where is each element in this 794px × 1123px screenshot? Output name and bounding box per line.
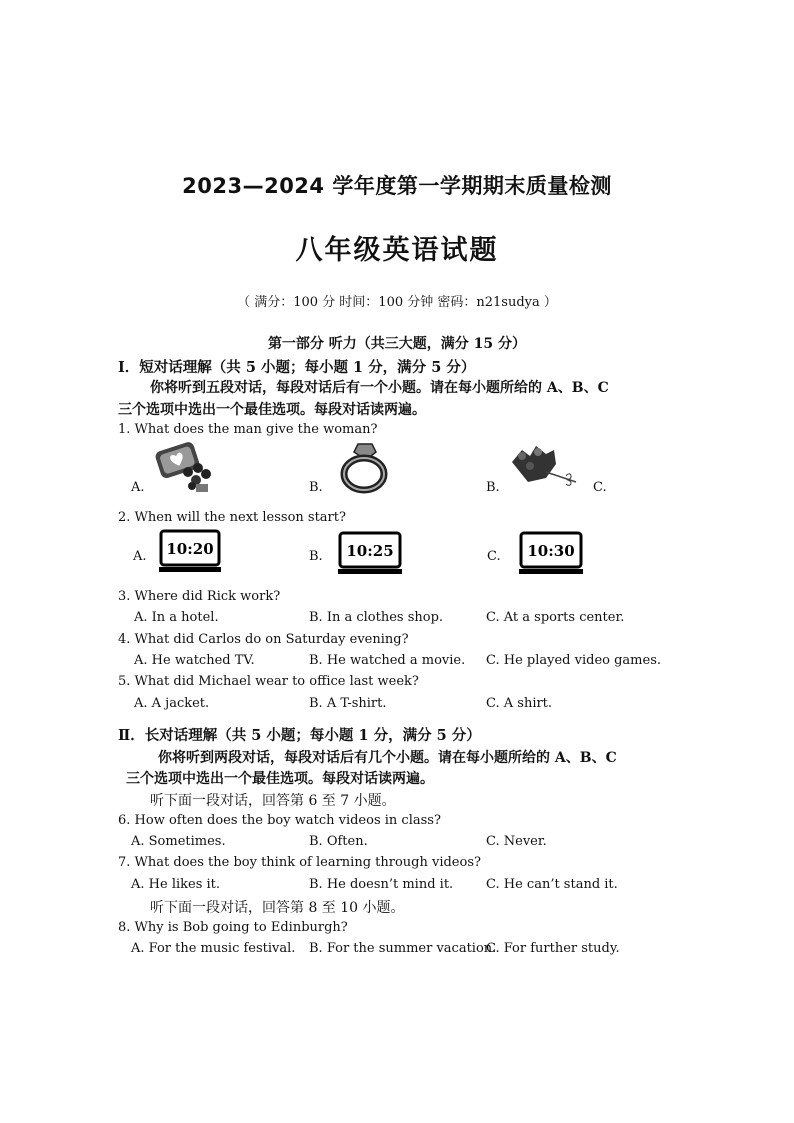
q3-option-b: B. In a clothes shop. bbox=[309, 610, 444, 625]
q8-option-a: A. For the music festival. bbox=[131, 941, 296, 956]
ring-icon bbox=[336, 442, 392, 494]
chocolate-box-icon bbox=[152, 442, 218, 494]
flower-bouquet-icon bbox=[508, 442, 588, 494]
q8-option-c: C. For further study. bbox=[486, 941, 620, 956]
section1-instruction-1: 你将听到五段对话，每段对话后有一个小题。请在每小题所给的 A、B、C bbox=[150, 380, 609, 396]
q4-option-b: B. He watched a movie. bbox=[309, 653, 466, 668]
q5-option-b: B. A T-shirt. bbox=[309, 696, 387, 711]
section2-heading: Ⅱ．长对话理解（共 5 小题；每小题 1 分，满分 5 分） bbox=[118, 727, 481, 744]
q2-option-c: C. bbox=[487, 549, 501, 564]
question-1: 1. What does the man give the woman? bbox=[118, 422, 378, 437]
q2-option-a: A. bbox=[133, 549, 147, 564]
exam-meta: （ 满分：100 分 时间：100 分钟 密码：n21sudya ） bbox=[237, 295, 557, 310]
question-2: 2. When will the next lesson start? bbox=[118, 510, 346, 525]
q1-option-b-repeat: B. bbox=[486, 480, 500, 495]
clock-time-a: 10:20 bbox=[166, 540, 214, 558]
q1-option-c: C. bbox=[593, 480, 607, 495]
q2-option-b: B. bbox=[309, 549, 323, 564]
question-3: 3. Where did Rick work? bbox=[118, 589, 281, 604]
q5-option-c: C. A shirt. bbox=[486, 696, 553, 711]
digital-clock-icon bbox=[338, 531, 402, 575]
section1-instruction-2: 三个选项中选出一个最佳选项。每段对话读两遍。 bbox=[118, 402, 426, 418]
part1-title: 第一部分 听力（共三大题，满分 15 分） bbox=[267, 336, 527, 352]
question-6: 6. How often does the boy watch videos in class? bbox=[118, 813, 441, 828]
exam-title: 2023—2024 学年度第一学期期末质量检测 bbox=[182, 174, 612, 198]
section2-sub-instruction-1: 听下面一段对话，回答第 6 至 7 小题。 bbox=[150, 793, 396, 809]
question-4: 4. What did Carlos do on Saturday evening? bbox=[118, 632, 409, 647]
question-8: 8. Why is Bob going to Edinburgh? bbox=[118, 920, 348, 935]
q5-option-a: A. A jacket. bbox=[134, 696, 210, 711]
q6-option-a: A. Sometimes. bbox=[131, 834, 226, 849]
q7-option-a: A. He likes it. bbox=[131, 877, 221, 892]
exam-subtitle: 八年级英语试题 bbox=[295, 235, 499, 266]
q8-option-b: B. For the summer vacation. bbox=[309, 941, 497, 956]
clock-time-c: 10:30 bbox=[527, 542, 575, 560]
q3-option-a: A. In a hotel. bbox=[134, 610, 219, 625]
q1-option-a: A. bbox=[131, 480, 145, 495]
q7-option-b: B. He doesn’t mind it. bbox=[309, 877, 454, 892]
q3-option-c: C. At a sports center. bbox=[486, 610, 625, 625]
q1-option-b: B. bbox=[309, 480, 323, 495]
digital-clock-icon bbox=[519, 531, 583, 575]
q7-option-c: C. He can’t stand it. bbox=[486, 877, 618, 892]
section1-heading: Ⅰ．短对话理解（共 5 小题；每小题 1 分，满分 5 分） bbox=[118, 359, 476, 376]
q4-option-c: C. He played video games. bbox=[486, 653, 662, 668]
q4-option-a: A. He watched TV. bbox=[134, 653, 255, 668]
q6-option-c: C. Never. bbox=[486, 834, 547, 849]
section2-sub-instruction-2: 听下面一段对话，回答第 8 至 10 小题。 bbox=[150, 900, 405, 916]
section2-instruction-2: 三个选项中选出一个最佳选项。每段对话读两遍。 bbox=[126, 771, 434, 787]
question-7: 7. What does the boy think of learning through videos? bbox=[118, 855, 481, 870]
question-5: 5. What did Michael wear to office last week? bbox=[118, 674, 419, 689]
section2-instruction-1: 你将听到两段对话，每段对话后有几个小题。请在每小题所给的 A、B、C bbox=[158, 750, 617, 766]
q6-option-b: B. Often. bbox=[309, 834, 368, 849]
clock-time-b: 10:25 bbox=[346, 542, 394, 560]
digital-clock-icon bbox=[159, 529, 221, 573]
